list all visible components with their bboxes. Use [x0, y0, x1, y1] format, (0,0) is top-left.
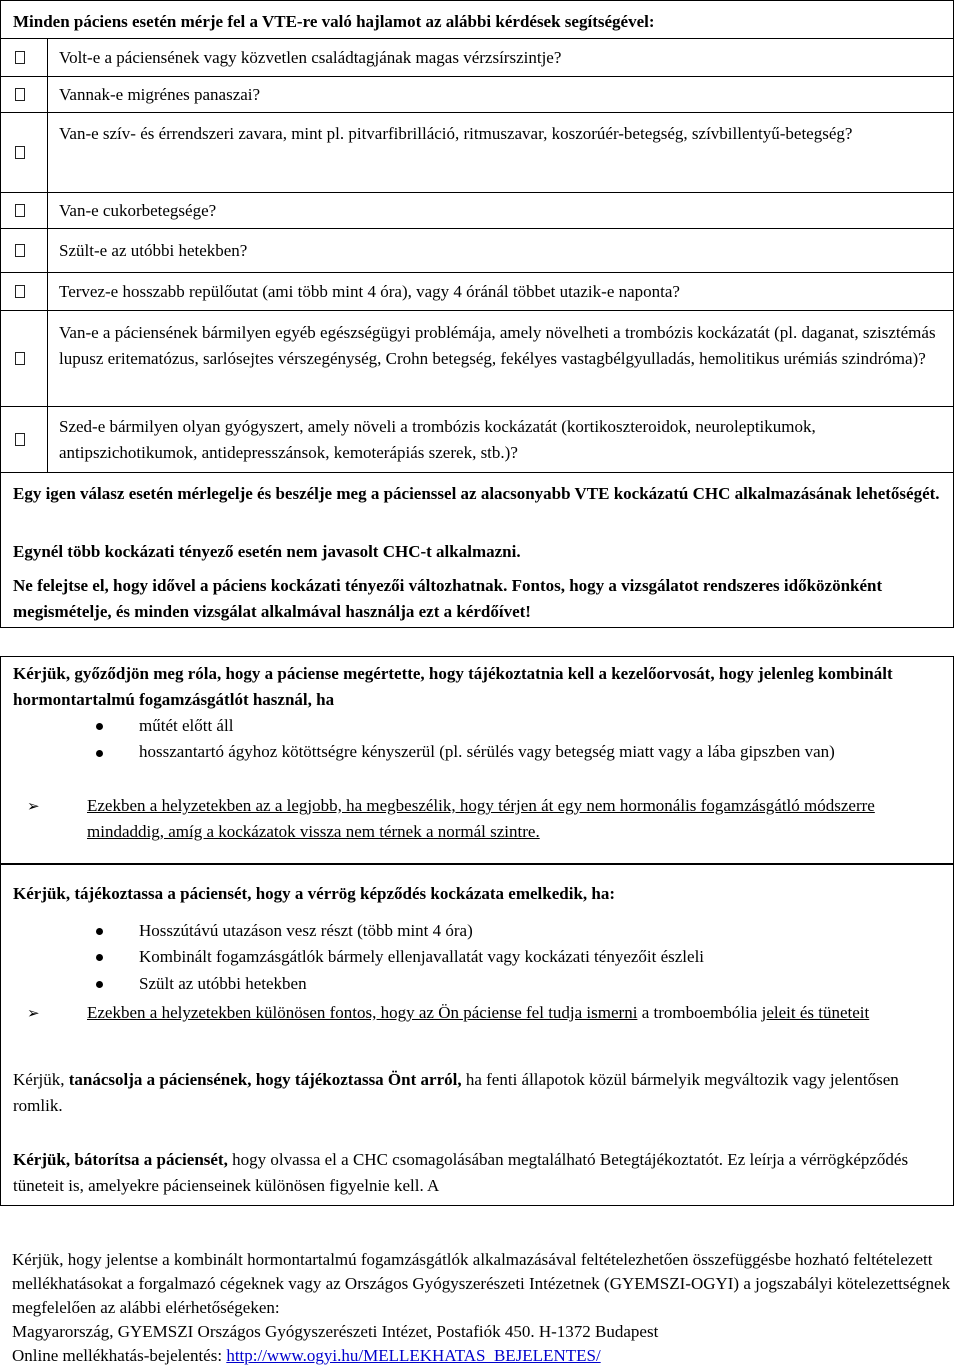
bullet-icon	[96, 928, 103, 935]
questionnaire-heading-row	[1, 1, 953, 39]
note-repeat-assessment: Ne felejtse el, hogy idővel a páciens kockázati tényezői változhatnak. Fontos, hogy a vizsgálatot rendszeres időközönként megismételje, és minden vizsgálat alkalmával használja ezt a kérdőívet!	[13, 576, 883, 621]
question-row	[1, 311, 953, 407]
question-row	[1, 39, 953, 77]
online-reporting-line: Online mellékhatás-bejelentés: http://www.ogyi.hu/MELLEKHATAS_BEJELENTES/	[12, 1346, 601, 1365]
list-item: műtét előtt áll	[139, 716, 234, 735]
question-text: Van-e cukorbetegsége?	[59, 201, 217, 220]
clot-risk-intro: Kérjük, tájékoztassa a páciensét, hogy a vérrög képződés kockázata emelkedik, ha:	[13, 884, 616, 903]
checkbox-icon[interactable]	[15, 285, 25, 298]
checkbox-icon[interactable]	[15, 433, 25, 446]
note-one-yes: Egy igen válasz esetén mérlegelje és beszélje meg a pácienssel az alacsonyabb VTE kockázatú CHC alkalmazásának lehetőségét.	[13, 484, 940, 503]
question-text: Van-e a páciensének bármilyen egyéb egészségügyi problémája, amely növelheti a trombózis kockázatát (pl. daganat, szisztémás lupusz eritematózus, sarlósejtes vérszegénység, Crohn betegség, fekélyes vastagbélgyulladás, hemolitikus urémiás szindróma)?	[59, 323, 936, 368]
note-multiple-risks: Egynél több kockázati tényező esetén nem javasolt CHC-t alkalmazni.	[13, 542, 521, 561]
list-item: hosszantartó ágyhoz kötöttségre kényszerül (pl. sérülés vagy betegség miatt vagy a lába gipszben van)	[139, 742, 835, 761]
inform-doctor-intro: Kérjük, győződjön meg róla, hogy a páciense megértette, hogy tájékoztatnia kell a kezelőorvosát, hogy jelenleg kombinált hormontartalmú fogamzásgátlót használ, ha	[13, 664, 893, 709]
question-row	[1, 193, 953, 229]
question-text: Volt-e a páciensének vagy közvetlen családtagjának magas vérzsírszintje?	[59, 48, 562, 67]
question-text: Tervez-e hosszabb repülőutat (ami több mint 4 óra), vagy 4 óránál többet utazik-e naponta?	[59, 282, 680, 301]
vte-questionnaire	[0, 0, 954, 628]
advise-patient-paragraph: Kérjük, tanácsolja a páciensének, hogy tájékoztassa Önt arról, ha fenti állapotok közül bármelyik megváltozik vagy jelentősen romlik.	[13, 1070, 899, 1115]
reporting-footer	[12, 1248, 952, 1368]
arrow-icon: ➢	[27, 797, 40, 815]
checkbox-icon[interactable]	[15, 352, 25, 365]
bullet-icon	[96, 723, 103, 730]
reporting-address: Magyarország, GYEMSZI Országos Gyógyszerészeti Intézet, Postafiók 450. H-1372 Budapest	[12, 1322, 659, 1341]
online-reporting-link[interactable]: http://www.ogyi.hu/MELLEKHATAS_BEJELENTES/	[226, 1346, 601, 1365]
bullet-icon	[96, 981, 103, 988]
reporting-text: Kérjük, hogy jelentse a kombinált hormontartalmú fogamzásgátlók alkalmazásával feltételezhetően összefüggésbe hozható feltételezett mellékhatásokat a forgalmazó cégeknek vagy az Országos Gyógyszerészeti Intézetnek (GYEMSZI-OGYI) a jogszabályi kötelezettségnek megfelelően az alábbi elérhetőségeken:	[12, 1250, 951, 1317]
question-row	[1, 407, 953, 473]
list-item: Hosszútávú utazáson vesz részt (több mint 4 óra)	[139, 921, 473, 940]
checkbox-icon[interactable]	[15, 146, 25, 159]
checkbox-icon[interactable]	[15, 244, 25, 257]
question-row	[1, 113, 953, 193]
inform-doctor-section	[0, 656, 954, 864]
encourage-patient-paragraph: Kérjük, bátorítsa a páciensét, hogy olvassa el a CHC csomagolásában megtalálható Betegtájékoztatót. Ez leírja a vérrögképződés tüneteit is, amelyekre pácienseinek különösen figyelnie kell. A	[13, 1150, 909, 1195]
question-text: Szed-e bármilyen olyan gyógyszert, amely növeli a trombózis kockázatát (kortikoszteroidok, neuroleptikumok, antipszichotikumok, antidepresszánsok, kemoterápiás szerek, stb.)?	[59, 417, 816, 462]
question-text: Van-e szív- és érrendszeri zavara, mint pl. pitvarfibrilláció, ritmuszavar, koszorúér-betegség, szívbillentyű-betegség?	[59, 124, 853, 143]
question-row	[1, 229, 953, 273]
clot-risk-section	[0, 864, 954, 1206]
question-text: Szült-e az utóbbi hetekben?	[59, 241, 248, 260]
checkbox-icon[interactable]	[15, 204, 25, 217]
questionnaire-heading: Minden páciens esetén mérje fel a VTE-re való hajlamot az alábbi kérdések segítségével:	[13, 12, 655, 31]
list-item: Szült az utóbbi hetekben	[139, 974, 307, 993]
question-text: Vannak-e migrénes panaszai?	[59, 85, 261, 104]
checkbox-icon[interactable]	[15, 51, 25, 64]
list-item: Kombinált fogamzásgátlók bármely ellenjavallatát vagy kockázati tényezőit észleli	[139, 947, 705, 966]
bullet-icon	[96, 750, 103, 757]
recognize-signs-advice: Ezekben a helyzetekben különösen fontos, hogy az Ön páciense fel tudja ismerni a tromboembólia jeleit és tüneteit	[87, 1003, 870, 1022]
switch-method-advice: Ezekben a helyzetekben az a legjobb, ha megbeszélik, hogy térjen át egy nem hormonális fogamzásgátló módszerre mindaddig, amíg a kockázatok vissza nem térnek a normál szintre.	[87, 796, 875, 841]
question-row	[1, 77, 953, 113]
question-row	[1, 273, 953, 311]
bullet-icon	[96, 954, 103, 961]
arrow-icon: ➢	[27, 1004, 40, 1022]
checkbox-icon[interactable]	[15, 88, 25, 101]
